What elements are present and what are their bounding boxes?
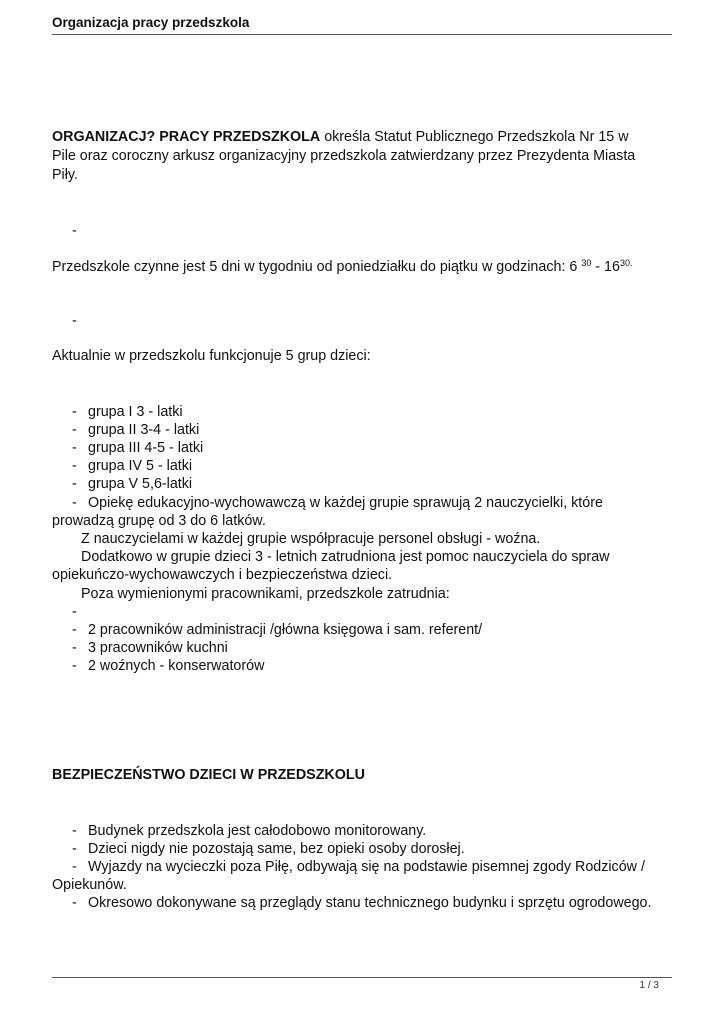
list-dash: - bbox=[72, 841, 77, 857]
intro-title: ORGANIZACJ? PRACY PRZEDSZKOLA bbox=[52, 129, 321, 145]
page-header-title: Organizacja pracy przedszkola bbox=[52, 15, 250, 30]
safety-item: Budynek przedszkola jest całodobowo monitorowany. bbox=[88, 823, 427, 839]
groups-intro: Aktualnie w przedszkolu funkcjonuje 5 grup dzieci: bbox=[52, 348, 371, 364]
safety-item: Wyjazdy na wycieczki poza Piłę, odbywają się na podstawie pisemnej zgody Rodziców / bbox=[88, 859, 645, 875]
safety-item: Dzieci nigdy nie pozostają same, bez opieki osoby dorosłej. bbox=[88, 841, 465, 857]
dash-marker: - bbox=[72, 313, 77, 329]
list-dash: - bbox=[72, 440, 77, 456]
dash-marker: - bbox=[72, 223, 77, 239]
list-dash: - bbox=[72, 458, 77, 474]
group-item: grupa III 4-5 - latki bbox=[88, 440, 204, 456]
list-dash: - bbox=[72, 895, 77, 911]
safety-item-cont: Opiekunów. bbox=[52, 877, 127, 893]
list-dash: - bbox=[72, 495, 77, 511]
care-line-4: Dodatkowo w grupie dzieci 3 - letnich zatrudniona jest pomoc nauczyciela do spraw bbox=[81, 549, 610, 565]
safety-heading: BEZPIECZEŃSTWO DZIECI W PRZEDSZKOLU bbox=[52, 767, 365, 783]
care-line-3: Z nauczycielami w każdej grupie współpracuje personel obsługi - woźna. bbox=[81, 531, 541, 547]
list-dash: - bbox=[72, 622, 77, 638]
list-dash: - bbox=[72, 859, 77, 875]
footer-divider bbox=[52, 977, 672, 978]
care-line-2: prowadzą grupę od 3 do 6 latków. bbox=[52, 513, 266, 529]
intro-text-1: określa Statut Publicznego Przedszkola Nr 15 w bbox=[320, 129, 629, 145]
intro-line-2: Pile oraz coroczny arkusz organizacyjny przedszkola zatwierdzany przez Prezydenta Miasta bbox=[52, 148, 636, 164]
list-dash: - bbox=[72, 604, 77, 620]
care-line-5: opiekuńczo-wychowawczych i bezpieczeństwa dzieci. bbox=[52, 567, 393, 583]
list-dash: - bbox=[72, 640, 77, 656]
care-line-1: Opiekę edukacyjno-wychowawczą w każdej grupie sprawują 2 nauczycielki, które bbox=[88, 495, 603, 511]
opening-hours: Przedszkole czynne jest 5 dni w tygodniu od poniedziałku do piątku w godzinach: 6 $^{30} - 16^{30.}$ bbox=[52, 258, 633, 275]
staff-item: 2 woźnych - konserwatorów bbox=[88, 658, 265, 674]
group-item: grupa II 3-4 - latki bbox=[88, 422, 200, 438]
group-item: grupa I 3 - latki bbox=[88, 404, 183, 420]
intro-line-3: Piły. bbox=[52, 167, 78, 183]
group-item: grupa IV 5 - latki bbox=[88, 458, 193, 474]
list-dash: - bbox=[72, 823, 77, 839]
list-dash: - bbox=[72, 658, 77, 674]
group-item: grupa V 5,6-latki bbox=[88, 476, 193, 492]
staff-item: 3 pracowników kuchni bbox=[88, 640, 228, 656]
list-dash: - bbox=[72, 476, 77, 492]
intro-line-1 bbox=[52, 128, 629, 146]
header-divider bbox=[52, 34, 672, 35]
safety-item: Okresowo dokonywane są przeglądy stanu technicznego budynku i sprzętu ogrodowego. bbox=[88, 895, 652, 911]
list-dash: - bbox=[72, 422, 77, 438]
page-number: 1 / 3 bbox=[639, 980, 659, 991]
care-line-6: Poza wymienionymi pracownikami, przedszkole zatrudnia: bbox=[81, 586, 450, 602]
staff-item: 2 pracowników administracji /główna księgowa i sam. referent/ bbox=[88, 622, 483, 638]
list-dash: - bbox=[72, 404, 77, 420]
